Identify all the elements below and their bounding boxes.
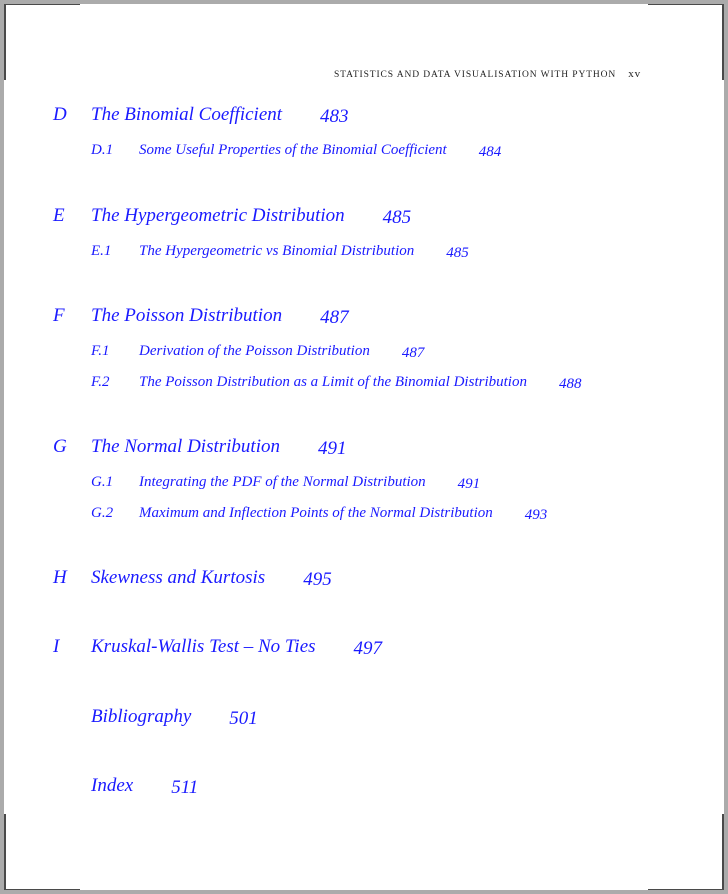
section-number: F.1 (91, 343, 110, 359)
section-number: G.1 (91, 474, 114, 490)
appendix-letter: G (53, 436, 67, 457)
appendix-letter: D (53, 104, 67, 125)
index-title[interactable]: Index 511 (91, 775, 199, 798)
bibliography-title[interactable]: Bibliography 501 (91, 706, 258, 729)
appendix-title[interactable]: The Normal Distribution 491 (91, 436, 347, 459)
section-title[interactable]: Integrating the PDF of the Normal Distribution 491 (139, 474, 481, 492)
section-page: 488 (558, 376, 582, 392)
section-number: D.1 (91, 142, 114, 158)
crop-mark (4, 889, 80, 890)
running-title: STATISTICS AND DATA VISUALISATION WITH PYTHON (333, 70, 617, 80)
crop-mark (4, 814, 6, 890)
crop-mark (722, 814, 724, 890)
section-title[interactable]: The Poisson Distribution as a Limit of the Binomial Distribution 488 (139, 374, 582, 392)
document-page (4, 4, 724, 890)
appendix-page: 491 (317, 438, 347, 459)
section-page: 487 (401, 345, 425, 361)
appendix-title[interactable]: Kruskal-Wallis Test – No Ties 497 (91, 636, 383, 659)
crop-mark (648, 4, 724, 5)
appendix-title[interactable]: The Poisson Distribution 487 (91, 305, 349, 328)
appendix-letter: E (53, 205, 65, 226)
section-page: 491 (457, 476, 481, 492)
appendix-title[interactable]: The Hypergeometric Distribution 485 (91, 205, 412, 228)
section-page: 484 (478, 144, 502, 160)
appendix-page: 497 (353, 638, 383, 659)
section-number: E.1 (91, 243, 112, 259)
header-page-number: xv (628, 68, 641, 80)
running-header (334, 68, 641, 80)
section-number: G.2 (91, 505, 114, 521)
section-title[interactable]: Derivation of the Poisson Distribution 487 (139, 343, 425, 361)
section-number: F.2 (91, 374, 110, 390)
appendix-title[interactable]: The Binomial Coefficient 483 (91, 104, 349, 127)
appendix-letter: I (53, 636, 60, 657)
appendix-page: 485 (382, 207, 412, 228)
appendix-letter: H (53, 567, 67, 588)
crop-mark (648, 889, 724, 890)
crop-mark (722, 4, 724, 80)
appendix-page: 483 (320, 106, 349, 127)
section-title[interactable]: Maximum and Inflection Points of the Normal Distribution 493 (139, 505, 548, 523)
appendix-title[interactable]: Skewness and Kurtosis 495 (91, 567, 332, 590)
section-title[interactable]: The Hypergeometric vs Binomial Distribution 485 (139, 243, 469, 261)
bibliography-page: 501 (229, 708, 258, 729)
section-page: 493 (524, 507, 548, 523)
appendix-letter: F (53, 305, 65, 326)
appendix-page: 495 (303, 569, 332, 590)
crop-mark (4, 4, 80, 5)
crop-mark (4, 4, 6, 80)
section-title[interactable]: Some Useful Properties of the Binomial Coefficient 484 (139, 142, 502, 160)
appendix-page: 487 (320, 307, 349, 328)
section-page: 485 (446, 245, 469, 261)
index-page: 511 (171, 777, 199, 798)
